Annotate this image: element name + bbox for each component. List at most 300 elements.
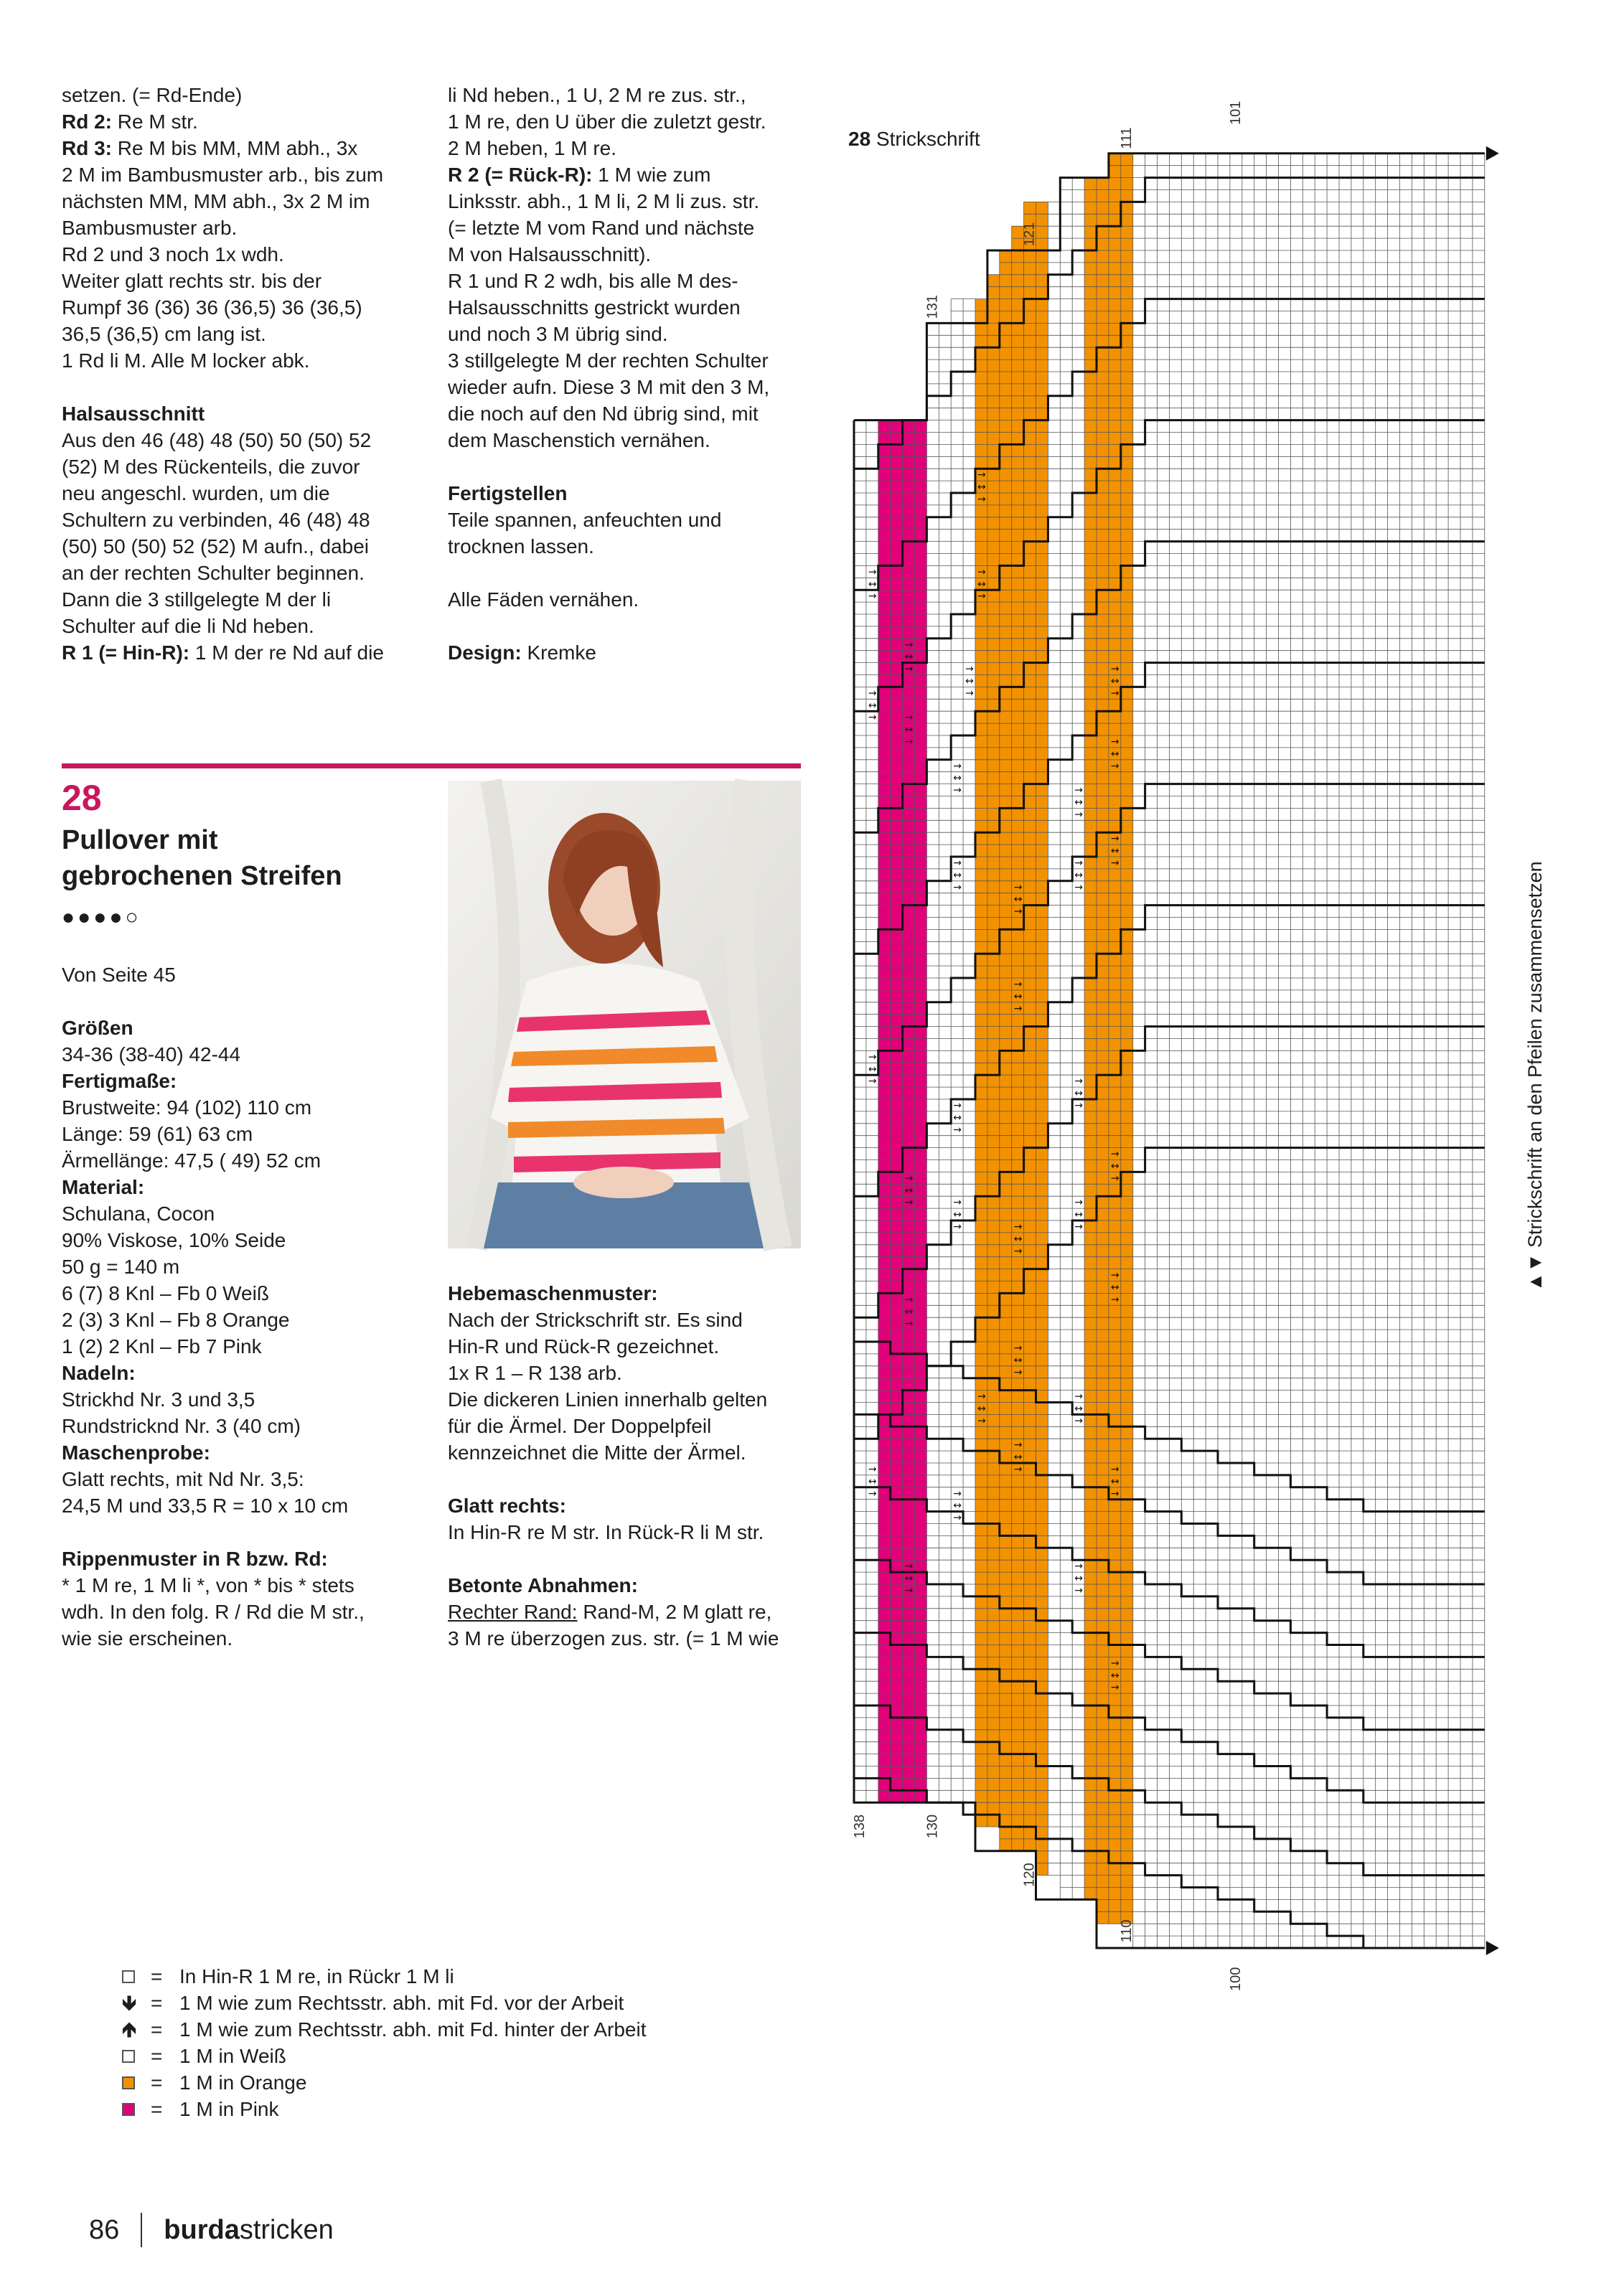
text-line	[62, 1015, 442, 1041]
stitch-arrow-icon: ↔	[1110, 1670, 1120, 1682]
text-column-3	[62, 961, 442, 1652]
legend-text: 1 M in Orange	[179, 2071, 307, 2094]
legend-row	[122, 2043, 646, 2069]
stitch-arrow-icon: →	[1110, 687, 1120, 700]
text-line	[448, 1599, 814, 1625]
stitch-arrow-icon: →	[953, 1197, 962, 1209]
text-line	[448, 135, 814, 161]
stitch-arrow-icon: ↔	[1013, 1233, 1023, 1245]
text-line	[62, 108, 435, 135]
stitch-arrow-icon: →	[953, 857, 962, 869]
line-text: Rundstricknd Nr. 3 (40 cm)	[62, 1415, 301, 1437]
line-text: * 1 M re, 1 M li *, von * bis * stets	[62, 1574, 355, 1596]
pattern-number: 28	[62, 778, 102, 818]
bold-label: Größen	[62, 1017, 133, 1039]
stitch-arrow-icon: ↔	[1110, 845, 1120, 857]
chart-legend	[122, 1963, 646, 2122]
line-text: Länge: 59 (61) 63 cm	[62, 1123, 253, 1145]
legend-swatch-cell	[122, 2103, 151, 2116]
text-line	[62, 1253, 442, 1280]
text-line	[448, 533, 814, 560]
legend-swatch-cell	[122, 2076, 151, 2089]
legend-equals: =	[151, 2098, 163, 2120]
line-text: li Nd heben., 1 U, 2 M re zus. str.,	[448, 84, 746, 106]
text-line	[62, 988, 442, 1015]
legend-equals: =	[151, 2045, 163, 2067]
text-line	[62, 586, 435, 613]
text-line	[448, 1280, 814, 1307]
text-line	[448, 427, 814, 453]
line-text: M von Halsausschnitt).	[448, 243, 652, 265]
line-text: Hin-R und Rück-R gezeichnet.	[448, 1335, 720, 1358]
text-line	[62, 533, 435, 560]
stitch-arrow-icon: →	[953, 1100, 962, 1111]
stitch-arrow-icon: ↔	[1110, 748, 1120, 760]
line-text: 2 M im Bambusmuster arb., bis zum	[62, 164, 384, 186]
text-line	[62, 161, 435, 188]
line-text: Schulana, Cocon	[62, 1203, 215, 1225]
stitch-arrow-icon: →	[1013, 881, 1023, 893]
legend-swatch	[122, 2076, 135, 2089]
stitch-arrow-icon: →	[868, 687, 877, 700]
stitch-arrow-icon: →	[1110, 663, 1120, 675]
line-text: Weiter glatt rechts str. bis der	[62, 270, 322, 292]
text-line	[448, 161, 814, 188]
text-line	[62, 135, 435, 161]
stitch-arrow-icon: →	[1110, 1148, 1120, 1160]
pattern-title-line2: gebrochenen Streifen	[62, 861, 342, 891]
text-line	[448, 1572, 814, 1599]
text-line	[62, 347, 435, 374]
stitch-arrow-icon: →	[904, 663, 914, 675]
text-line	[62, 1121, 442, 1147]
line-text: wie sie erscheinen.	[62, 1627, 233, 1650]
brand-rest: stricken	[239, 2215, 334, 2245]
bold-label: Material:	[62, 1176, 145, 1198]
text-line	[62, 1094, 442, 1121]
stitch-arrow-icon: →	[904, 639, 914, 651]
text-line	[62, 1386, 442, 1413]
legend-text: 1 M in Pink	[179, 2098, 279, 2120]
text-column-1	[62, 82, 435, 666]
legend-row	[122, 2069, 646, 2096]
text-column-4	[448, 1280, 814, 1652]
stitch-arrow-icon: →	[868, 1487, 877, 1500]
line-text: 2 (3) 3 Knl – Fb 8 Orange	[62, 1309, 290, 1331]
line-text: Dann die 3 stillgelegte M der li	[62, 588, 332, 611]
bold-label: Glatt rechts:	[448, 1495, 566, 1517]
line-text: 1 M wie zum	[592, 164, 711, 186]
line-text: Rand-M, 2 M glatt re,	[577, 1601, 772, 1623]
stitch-arrow-icon: →	[977, 1415, 986, 1427]
line-text: neu angeschl. wurden, um die	[62, 482, 330, 504]
legend-swatch	[122, 2103, 135, 2116]
line-text: 1 Rd li M. Alle M locker abk.	[62, 349, 310, 372]
stitch-arrow-icon: ↔	[977, 1403, 986, 1415]
stitch-arrow-icon: →	[868, 1051, 877, 1063]
stitch-arrow-icon: ↔	[1013, 1354, 1023, 1366]
legend-swatch-cell	[122, 2050, 151, 2063]
line-text: Schultern zu verbinden, 46 (48) 48	[62, 509, 370, 531]
text-line	[62, 1147, 442, 1174]
line-text: Glatt rechts, mit Nd Nr. 3,5:	[62, 1468, 304, 1490]
stitch-arrow-icon: ↔	[1074, 1403, 1083, 1415]
text-line	[62, 1413, 442, 1439]
stitch-arrow-icon: ↔	[904, 1306, 914, 1318]
text-line	[448, 82, 814, 108]
row-label-r130: 130	[924, 1814, 941, 1839]
text-line	[62, 1360, 442, 1386]
stitch-arrow-icon: ↔	[1074, 1088, 1083, 1100]
stitch-arrow-icon: ↔	[868, 1475, 877, 1487]
model-photo	[448, 781, 801, 1248]
line-text: Rumpf 36 (36) 36 (36,5) 36 (36,5)	[62, 296, 362, 319]
text-line	[62, 507, 435, 533]
stitch-arrow-icon: ↔	[868, 700, 877, 712]
stitch-arrow-icon: →	[868, 591, 877, 603]
stitch-arrow-icon: ↔	[1074, 1209, 1083, 1221]
bold-label: Hebemaschenmuster:	[448, 1282, 658, 1304]
stitch-arrow-icon: →	[965, 663, 974, 675]
stitch-arrow-icon: ↔	[965, 675, 974, 687]
text-line	[62, 1333, 442, 1360]
line-text: setzen. (= Rd-Ende)	[62, 84, 243, 106]
row-label-r111: 111	[1118, 127, 1135, 149]
brand-bold: burda	[164, 2215, 240, 2245]
join-arrow-top-icon	[1486, 146, 1499, 161]
text-line	[448, 1360, 814, 1386]
line-text: Die dickeren Linien innerhalb gelten	[448, 1388, 768, 1411]
line-text: (52) M des Rückenteils, die zuvor	[62, 456, 360, 478]
text-line	[62, 1280, 442, 1307]
stitch-arrow-icon: →	[1013, 905, 1023, 918]
stitch-arrow-icon: ↔	[953, 1111, 962, 1124]
stitch-arrow-icon: →	[1110, 1269, 1120, 1281]
line-text: Bambusmuster arb.	[62, 217, 238, 239]
stitch-arrow-icon: →	[1013, 1439, 1023, 1452]
legend-text: 1 M in Weiß	[179, 2045, 286, 2067]
bold-label: Rippenmuster in R bzw. Rd:	[62, 1548, 328, 1570]
line-text: 1 M der re Nd auf die	[189, 641, 384, 664]
bold-label: Design:	[448, 641, 522, 664]
line-text: Teile spannen, anfeuchten und	[448, 509, 722, 531]
stitch-arrow-icon: →	[953, 1512, 962, 1524]
text-line	[448, 1492, 814, 1519]
stitch-arrow-icon: →	[1013, 1342, 1023, 1354]
stitch-arrow-icon: →	[904, 1294, 914, 1306]
line-text: Ärmellänge: 47,5 ( 49) 52 cm	[62, 1149, 321, 1172]
line-text: Rd 2 und 3 noch 1x wdh.	[62, 243, 284, 265]
line-text: 50 g = 140 m	[62, 1256, 180, 1278]
stitch-arrow-icon: ↔	[1013, 893, 1023, 905]
text-line	[448, 241, 814, 268]
text-line	[62, 82, 435, 108]
text-line	[62, 1572, 442, 1599]
text-line	[62, 480, 435, 507]
stitch-arrow-icon: ↔	[953, 1209, 962, 1221]
line-text: wdh. In den folg. R / Rd die M str.,	[62, 1601, 365, 1623]
stitch-arrow-icon: →	[1110, 1172, 1120, 1185]
line-text: 36,5 (36,5) cm lang ist.	[62, 323, 266, 345]
line-text: Alle Fäden vernähen.	[448, 588, 639, 611]
text-line	[448, 1439, 814, 1466]
text-line	[448, 480, 814, 507]
stitch-arrow-icon: ↔	[1110, 1281, 1120, 1294]
text-line	[448, 1625, 814, 1652]
bold-label: Nadeln:	[62, 1362, 136, 1384]
text-line	[62, 1545, 442, 1572]
text-line	[448, 374, 814, 400]
stitch-arrow-icon: →	[1110, 1464, 1120, 1475]
legend-swatch-cell	[122, 1970, 151, 1983]
stitch-arrow-icon: ↔	[1074, 796, 1083, 809]
text-line	[62, 427, 435, 453]
stitch-arrow-icon: →	[953, 881, 962, 893]
stitch-arrow-icon: →	[1110, 1682, 1120, 1694]
text-line	[62, 1068, 442, 1094]
stitch-arrow-icon: →	[1110, 1657, 1120, 1670]
stitch-arrow-icon: →	[1013, 1366, 1023, 1378]
text-line	[448, 215, 814, 241]
stitch-arrow-icon: →	[904, 1172, 914, 1185]
line-text: 1x R 1 – R 138 arb.	[448, 1362, 622, 1384]
stitch-arrow-icon: ↔	[1013, 990, 1023, 1002]
page-footer	[89, 2212, 334, 2248]
line-text: Brustweite: 94 (102) 110 cm	[62, 1096, 312, 1119]
text-line	[448, 108, 814, 135]
stitch-arrow-icon: ↔	[1074, 1573, 1083, 1585]
line-text: für die Ärmel. Der Doppelpfeil	[448, 1415, 712, 1437]
stitch-arrow-icon: →	[1074, 1100, 1083, 1111]
stitch-arrow-icon: →	[1074, 857, 1083, 869]
knitting-chart	[847, 100, 1521, 2124]
model-photo-illustration	[448, 781, 801, 1248]
stitch-arrow-icon: ↔	[1074, 869, 1083, 881]
chart-side-note: ▲▼ Strickschrift an den Pfeilen zusammensetzen	[1524, 861, 1546, 1292]
text-line	[62, 1174, 442, 1200]
row-label-r138: 138	[852, 1814, 868, 1839]
stitch-arrow-icon: →	[1110, 833, 1120, 845]
text-line	[62, 639, 435, 666]
text-line	[448, 321, 814, 347]
legend-text: In Hin-R 1 M re, in Rückr 1 M li	[179, 1965, 454, 1987]
stitch-arrow-icon: →	[1013, 1221, 1023, 1233]
text-line	[62, 560, 435, 586]
stitch-arrow-icon: →	[1110, 1487, 1120, 1500]
text-line	[62, 188, 435, 215]
stitch-arrow-icon: →	[953, 784, 962, 796]
text-line	[448, 1413, 814, 1439]
line-text: 1 M re, den U über die zuletzt gestr.	[448, 110, 766, 133]
line-text: Halsausschnitts gestrickt wurden	[448, 296, 741, 319]
text-line	[62, 268, 435, 294]
stitch-arrow-icon: ↔	[1110, 675, 1120, 687]
text-line	[448, 1386, 814, 1413]
stitch-arrow-icon: ↔	[904, 724, 914, 736]
text-line	[448, 268, 814, 294]
stitch-arrow-icon: →	[953, 1124, 962, 1136]
stitch-arrow-icon: ↔	[904, 1185, 914, 1197]
text-line	[62, 374, 435, 400]
text-line	[448, 294, 814, 321]
stitch-arrow-icon: →	[1074, 784, 1083, 796]
bold-label: Rd 3:	[62, 137, 112, 159]
row-label-r101: 101	[1227, 100, 1244, 125]
stitch-arrow-icon: →	[1110, 857, 1120, 869]
stitch-arrow-icon: →	[1074, 1076, 1083, 1088]
stitch-arrow-icon: →	[868, 1076, 877, 1088]
line-text: Linksstr. abh., 1 M li, 2 M li zus. str.	[448, 190, 760, 212]
difficulty-rating: ●●●●○	[62, 905, 141, 929]
stitch-arrow-icon: →	[1013, 1002, 1023, 1015]
stitch-arrow-icon: →	[904, 1561, 914, 1573]
text-line	[62, 1466, 442, 1492]
arrow-up-icon: 🡹	[122, 2018, 137, 2041]
line-text: Re M str.	[112, 110, 198, 133]
stitch-arrow-icon: ↔	[953, 869, 962, 881]
text-line	[448, 507, 814, 533]
stitch-arrow-icon: ↔	[953, 772, 962, 784]
stitch-arrow-icon: →	[1110, 736, 1120, 748]
text-line	[62, 241, 435, 268]
row-label-r120: 120	[1021, 1863, 1038, 1887]
row-label-r100: 100	[1227, 1967, 1244, 1991]
stitch-arrow-icon: →	[953, 1487, 962, 1500]
line-text: und noch 3 M übrig sind.	[448, 323, 668, 345]
text-line	[448, 613, 814, 639]
stitch-arrow-icon: →	[904, 712, 914, 724]
bold-label: R 2 (= Rück-R):	[448, 164, 593, 186]
line-text: 3 stillgelegte M der rechten Schulter	[448, 349, 769, 372]
line-text: an der rechten Schulter beginnen.	[62, 562, 365, 584]
text-line	[62, 961, 442, 988]
stitch-arrow-icon: →	[868, 566, 877, 578]
stitch-arrow-icon: ↔	[904, 651, 914, 663]
row-label-r110: 110	[1118, 1919, 1135, 1943]
line-text: 24,5 M und 33,5 R = 10 x 10 cm	[62, 1495, 349, 1517]
chart-title-number: 28	[848, 128, 871, 150]
line-text: 6 (7) 8 Knl – Fb 0 Weiß	[62, 1282, 269, 1304]
stitch-arrow-icon: ↔	[868, 578, 877, 591]
stitch-arrow-icon: →	[904, 736, 914, 748]
stitch-arrow-icon: →	[1013, 1245, 1023, 1257]
line-text: Kremke	[521, 641, 596, 664]
text-line	[62, 453, 435, 480]
text-line	[62, 1519, 442, 1545]
bold-label: Maschenprobe:	[62, 1441, 210, 1464]
text-line	[62, 1599, 442, 1625]
legend-swatch	[122, 1970, 135, 1983]
text-line	[62, 294, 435, 321]
stitch-arrow-icon: →	[1074, 1415, 1083, 1427]
stitch-arrow-icon: →	[1074, 881, 1083, 893]
text-line	[62, 1492, 442, 1519]
stitch-arrow-icon: →	[977, 494, 986, 505]
line-text: dem Maschenstich vernähen.	[448, 429, 710, 451]
bold-label: Betonte Abnahmen:	[448, 1574, 638, 1596]
line-text: (= letzte M vom Rand und nächste	[448, 217, 755, 239]
text-line	[448, 453, 814, 480]
stitch-arrow-icon: →	[1110, 1294, 1120, 1306]
stitch-arrow-icon: →	[1110, 760, 1120, 772]
row-label-r131: 131	[924, 295, 941, 319]
line-text: R 1 und R 2 wdh, bis alle M des-	[448, 270, 738, 292]
chart-title-text: Strickschrift	[876, 128, 980, 150]
bold-label: Fertigmaße:	[62, 1070, 177, 1092]
footer-separator	[141, 2213, 142, 2247]
stitch-arrow-icon: →	[1074, 1197, 1083, 1209]
text-line	[448, 1519, 814, 1545]
stitch-arrow-icon: ↔	[1110, 1475, 1120, 1487]
legend-row	[122, 2096, 646, 2122]
line-text: die noch auf den Nd übrig sind, mit	[448, 403, 759, 425]
bold-label: Fertigstellen	[448, 482, 568, 504]
line-text: 3 M re überzogen zus. str. (= 1 M wie	[448, 1627, 779, 1650]
text-line	[448, 347, 814, 374]
text-line	[62, 1439, 442, 1466]
stitch-arrow-icon: →	[1013, 979, 1023, 990]
stitch-arrow-icon: →	[1074, 1391, 1083, 1403]
legend-equals: =	[151, 1965, 163, 1987]
legend-text: 1 M wie zum Rechtsstr. abh. mit Fd. hinter der Arbeit	[179, 2018, 647, 2041]
stitch-arrow-icon: ↔	[1110, 1160, 1120, 1172]
legend-equals: =	[151, 2018, 163, 2041]
stitch-arrow-icon: →	[953, 760, 962, 772]
text-line	[448, 560, 814, 586]
page-number: 86	[89, 2215, 120, 2245]
row-label-r121: 121	[1021, 222, 1038, 246]
stitch-arrow-icon: →	[904, 1318, 914, 1330]
text-line	[448, 1466, 814, 1492]
stitch-arrow-icon: →	[1013, 1464, 1023, 1475]
line-text: trocknen lassen.	[448, 535, 594, 557]
arrow-down-icon: 🡻	[122, 1992, 137, 2014]
text-line	[62, 1041, 442, 1068]
line-text: 1 (2) 2 Knl – Fb 7 Pink	[62, 1335, 262, 1358]
stitch-arrow-icon: →	[977, 1391, 986, 1403]
legend-equals: =	[151, 2071, 163, 2094]
line-text: In Hin-R re M str. In Rück-R li M str.	[448, 1521, 764, 1543]
line-text: 34-36 (38-40) 42-44	[62, 1043, 241, 1065]
line-text: Aus den 46 (48) 48 (50) 50 (50) 52	[62, 429, 372, 451]
stitch-arrow-icon: ↔	[1013, 1452, 1023, 1464]
pattern-title-line1: Pullover mit	[62, 825, 218, 855]
text-line	[62, 1625, 442, 1652]
line-text: wieder aufn. Diese 3 M mit den 3 M,	[448, 376, 770, 398]
line-text: kennzeichnet die Mitte der Ärmel.	[448, 1441, 746, 1464]
stitch-arrow-icon: →	[977, 591, 986, 603]
line-text: Von Seite 45	[62, 964, 176, 986]
text-line	[448, 1545, 814, 1572]
stitch-arrow-icon: ↔	[977, 481, 986, 494]
legend-row	[122, 2016, 646, 2043]
stitch-arrow-icon: ↔	[953, 1500, 962, 1512]
underlined-label: Rechter Rand:	[448, 1601, 578, 1623]
text-line	[448, 639, 814, 666]
text-line	[448, 400, 814, 427]
stitch-arrow-icon: →	[965, 687, 974, 700]
stitch-arrow-icon: →	[1074, 1561, 1083, 1573]
text-line	[448, 188, 814, 215]
join-arrow-bottom-icon	[1486, 1941, 1499, 1955]
section-rule	[62, 763, 801, 768]
legend-equals: =	[151, 1992, 163, 2014]
line-text: Re M bis MM, MM abh., 3x	[112, 137, 358, 159]
text-line	[62, 400, 435, 427]
stitch-arrow-icon: →	[1074, 1585, 1083, 1596]
line-text: Strickhd Nr. 3 und 3,5	[62, 1388, 255, 1411]
line-text: nächsten MM, MM abh., 3x 2 M im	[62, 190, 370, 212]
